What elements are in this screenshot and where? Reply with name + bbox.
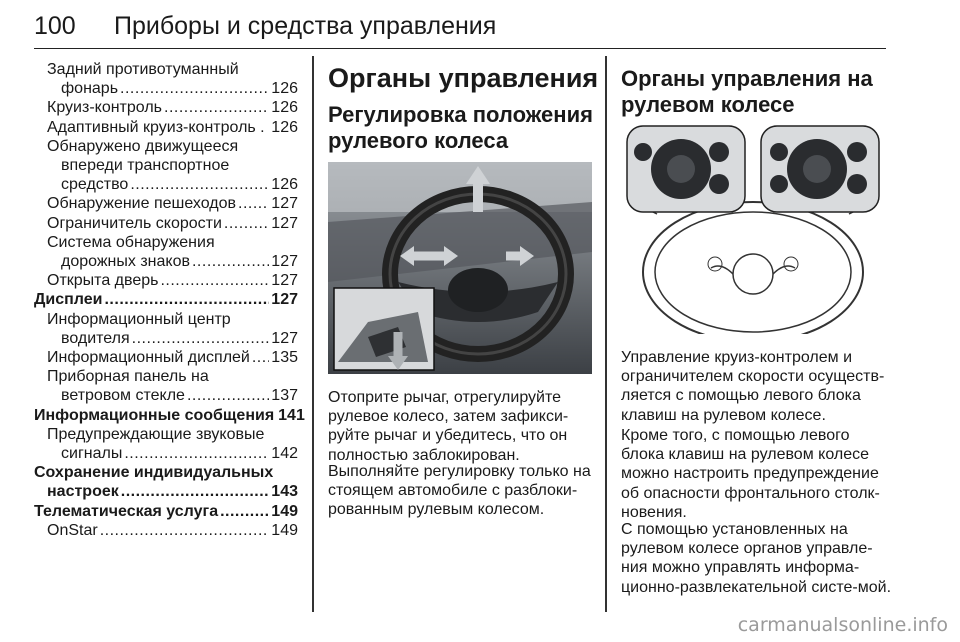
toc-entry[interactable] (34, 425, 298, 463)
toc-entry-label: дорожных знаков (61, 253, 190, 271)
column-divider (605, 56, 607, 612)
toc-page-number: 127 (271, 253, 298, 271)
toc-leader-dots (224, 214, 269, 233)
toc-entry-label: настроек (47, 483, 119, 501)
page-header (34, 0, 886, 49)
toc-entry-label: Задний противотуманный (47, 61, 239, 78)
toc-entry[interactable] (34, 118, 298, 137)
steering-adjust-illustration (328, 162, 592, 374)
chapter-title: Приборы и средства управления (114, 12, 497, 40)
toc-entry-label: Информационные сообщения (34, 406, 275, 424)
toc-entry-label: водителя (61, 329, 130, 347)
toc-entry[interactable] (34, 290, 298, 309)
toc-page-number: 126 (271, 99, 298, 117)
toc-page-number: 127 (271, 214, 298, 232)
toc-entry[interactable] (34, 233, 298, 271)
toc-entry-label: Ограничитель скорости (47, 214, 222, 232)
toc-page-number: 127 (271, 272, 298, 290)
toc-page-number: 149 (271, 521, 298, 539)
paragraph: Кроме того, с помощью левого блока клавиш на рулевом колесе можно настроить предупреждение об опасности фронтального столк-новения. (621, 427, 880, 521)
toc-entry-label: Предупреждающие звуковые (47, 425, 265, 443)
toc-leader-dots (160, 271, 269, 290)
toc-entry-label: Сохранение индивидуальных (34, 464, 274, 482)
column-divider (312, 56, 314, 612)
toc-page-number: 127 (271, 291, 298, 309)
toc-entry[interactable] (34, 60, 298, 98)
paragraph: Управление круиз-контролем и ограничителем скорости осуществ-ляется с помощью левого блока клавиш на рулевом колесе. (621, 349, 885, 424)
toc-entry-label: Дисплеи (34, 291, 103, 309)
toc-leader-dots (130, 175, 269, 194)
toc-entry-label: Обнаружение пешеходов (47, 195, 237, 213)
toc-entry[interactable] (34, 348, 298, 367)
toc-entry[interactable] (34, 271, 298, 290)
toc-entry-label: OnStar (47, 521, 98, 539)
toc-entry[interactable] (34, 463, 298, 501)
toc-entry[interactable] (34, 214, 298, 233)
toc-leader-dots (192, 252, 269, 271)
toc-leader-dots (220, 502, 269, 521)
section-heading-block (621, 66, 891, 118)
toc-entry-label: Телематическая услуга (34, 502, 219, 520)
toc-leader-dots (238, 194, 269, 213)
toc-entry[interactable] (34, 367, 298, 405)
toc-page-number: 126 (271, 176, 298, 194)
subsection-title: Органы управления на рулевом колесе (621, 66, 873, 117)
toc-entry-label: Система обнаружения (47, 233, 215, 251)
toc-entry-label: фонарь (61, 80, 119, 98)
toc-page-number: 126 (271, 118, 298, 136)
section-heading-block (328, 62, 599, 154)
toc-entry-label: Круиз-контроль (47, 99, 162, 117)
toc-leader-dots (187, 386, 269, 405)
toc-entry[interactable] (34, 406, 305, 425)
toc-leader-dots (100, 521, 270, 540)
toc-leader-dots (121, 482, 270, 501)
section-title: Органы управления (328, 63, 599, 93)
toc-entry[interactable] (34, 502, 298, 521)
toc-entry[interactable] (34, 137, 298, 195)
toc-page-number: 135 (271, 349, 298, 367)
toc-entry[interactable] (34, 521, 298, 540)
toc-page-number: 127 (271, 329, 298, 347)
toc-leader-dots (104, 290, 269, 309)
watermark: carmanualsonline.info (737, 614, 948, 636)
toc-entry[interactable] (34, 194, 298, 213)
table-of-contents (34, 60, 305, 540)
toc-entry-label: ветровом стекле (61, 387, 185, 405)
page-number: 100 (34, 12, 76, 40)
toc-leader-dots (124, 444, 269, 463)
toc-leader-dots (164, 98, 269, 117)
toc-page-number: 143 (271, 483, 298, 501)
paragraph: С помощью установленных на рулевом колесе органов управле-ния можно управлять информа-ционно-развлекательной систе-мой. (621, 521, 892, 596)
toc-entry-label: Обнаружено движущееся (47, 137, 239, 155)
toc-entry-label: впереди транспортное (61, 157, 230, 175)
toc-page-number: 142 (271, 445, 298, 463)
toc-leader-dots (120, 79, 269, 98)
toc-entry-label: средство (61, 176, 129, 194)
toc-page-number: 127 (271, 195, 298, 213)
paragraph: Отоприте рычаг, отрегулируйте рулевое колесо, затем зафикси-руйте рычаг и убедитесь, что он полностью заблокирован. (328, 389, 569, 464)
subsection-title: Регулировка положения рулевого колеса (328, 102, 593, 153)
toc-entry-label: сигналы (61, 445, 123, 463)
toc-entry-label: Приборная панель на (47, 368, 209, 386)
toc-leader-dots (252, 348, 269, 367)
toc-page-number: 149 (271, 502, 298, 520)
paragraph: Выполняйте регулировку только на стоящем автомобиле с разблоки-рованным рулевым колесом. (328, 463, 591, 519)
toc-page-number: 126 (271, 80, 298, 98)
toc-entry[interactable] (34, 310, 298, 348)
toc-page-number: 137 (271, 387, 298, 405)
toc-entry-label: Адаптивный круиз-контроль . (47, 118, 265, 136)
toc-entry[interactable] (34, 98, 298, 117)
toc-entry-label: Информационный центр (47, 310, 231, 328)
toc-leader-dots (132, 329, 270, 348)
toc-entry-label: Открыта дверь (47, 272, 159, 290)
toc-page-number: 141 (278, 406, 305, 424)
toc-entry-label: Информационный дисплей (47, 349, 250, 367)
steering-wheel-controls-illustration (621, 122, 885, 334)
